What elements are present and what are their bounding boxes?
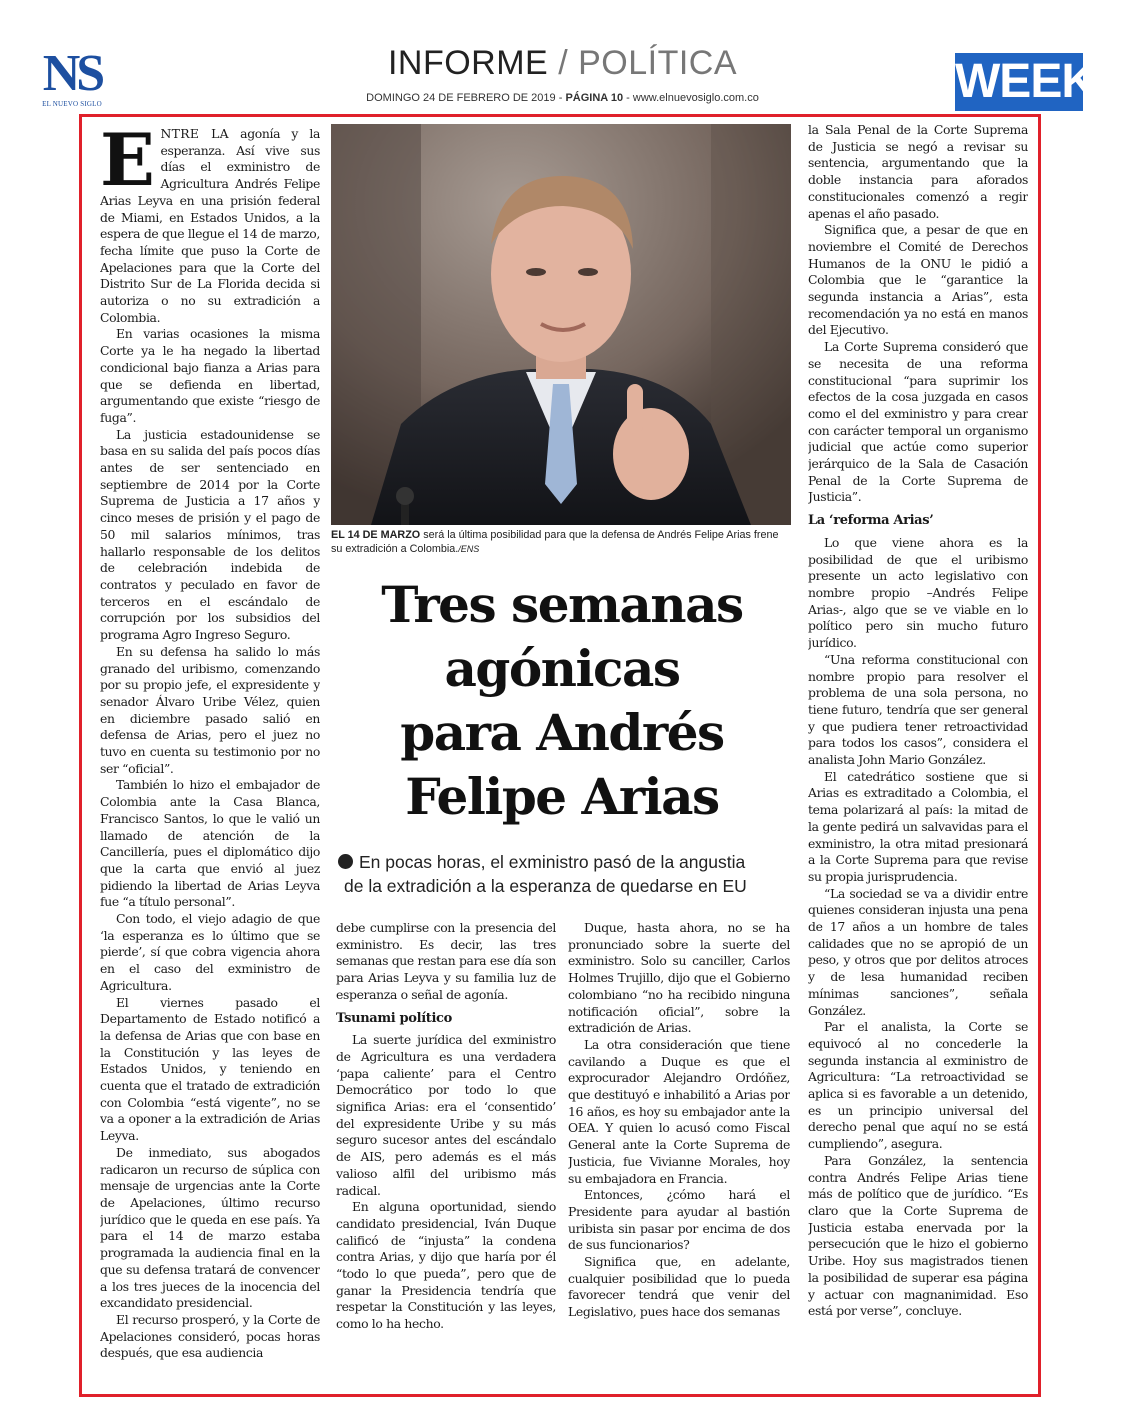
paragraph: En alguna oportunidad, siendo candidato presidencial, Iván Duque calificó de “injusta” la condena contra Arias, y dijo que haría por él “todo lo que pueda”, pero que de ganar la Presidencia tendría que respetar la Constitución y las leyes, como lo ha hecho. — [336, 1199, 556, 1332]
date-text: DOMINGO 24 DE FEBRERO DE 2019 - — [366, 92, 566, 104]
logo-subtitle: EL NUEVO SIGLO — [42, 100, 102, 108]
article-column-1 — [100, 126, 320, 1391]
speaker-photo-illustration — [331, 124, 791, 525]
photo-caption — [331, 529, 791, 556]
article-photo — [331, 124, 791, 525]
paragraph: “La sociedad se va a dividir entre quienes consideran injusta una pena de 17 años a un hombre de tales calidades que no se apropió de un peso, y otros que por delitos atroces y de lesa humanidad reciben mínimas sanciones”, señala González. — [808, 885, 1028, 1018]
paragraph: Para González, la sentencia contra Andrés Felipe Arias tiene más de político que de jurídico. “Es claro que la Corte Suprema de Justicia estaba enervada por la persecución que le hizo el gobierno Uribe. Hoy sus magistrados tienen la posibilidad de superar esa página y actuar con magnanimidad. Eso está por verse”, concluye. — [808, 1152, 1028, 1319]
paragraph: También lo hizo el embajador de Colombia ante la Casa Blanca, Francisco Santos, lo que le valió un llamado de atención de la Cancillería, pues el diplomático dijo que la carta que envió al juez pidiendo la libertad de Arias Leyva fue “a título personal”. — [100, 777, 320, 910]
section-name: INFORME — [387, 44, 549, 82]
paragraph: Par el analista, la Corte se equivocó al no concederle la segunda instancia al exministro de Agricultura: “La retroactividad se aplica si es favorable a un detenido, es un principio universal del derecho penal que aquí no se está cumpliendo”, asegura. — [808, 1019, 1028, 1152]
paragraph: La Corte Suprema consideró que se necesita de una reforma constitucional “para suprimir los efectos de la cosa juzgada en casos como el del exministro y para crear con carácter temporal un organismo judicial que actúe como superior jerárquico de la Sala de Casación Penal de la Corte Suprema de Justicia”. — [808, 339, 1028, 505]
paragraph: debe cumplirse con la presencia del exministro. Es decir, las tres semanas que restan para ese día son para Arias Leyva y su familia luz de esperanza o señal de agonía. — [336, 920, 556, 1002]
bullet-icon — [338, 854, 353, 869]
article-column-3 — [568, 920, 790, 1380]
page-number: PÁGINA 10 — [565, 92, 624, 104]
paragraph: Lo que viene ahora es la posibilidad de que el uribismo presente un acto legislativo con nombre propio –Andrés Felipe Arias-, algo que se ve viable en lo político pero sin mucho futuro jurídico. — [808, 534, 1028, 651]
paragraph: La justicia estadounidense se basa en su salida del país pocos días antes de ser sentenciado en septiembre de 2014 por la Corte Suprema de Justicia a 17 años y cinco meses de prisión y el pago de 50 mil salarios mínimos, tras hallarlo responsable de los delitos de celebración indebida de contratos y peculado en favor de terceros en el escándalo de corrupción por los subsidios del programa Agro Ingreso Seguro. — [100, 426, 320, 643]
subheading: Tsunami político — [336, 1010, 452, 1026]
lead-caps: NTRE LA — [160, 126, 229, 141]
headline-line: Tres semanas — [381, 575, 743, 634]
photo-credit: /ENS — [458, 543, 480, 554]
paragraph: Duque, hasta ahora, no se ha pronunciado sobre la suerte del exministro. Solo su canciller, Carlos Holmes Trujillo, dijo que el Gobierno colombiano “no ha recibido ninguna notificación oficial”, sobre la extradición de Arias. — [568, 920, 790, 1036]
deck-line-2: de la extradición a la esperanza de quedarse en EU — [344, 876, 747, 896]
headline-line: agónicas — [444, 639, 680, 698]
headline — [336, 573, 788, 829]
lead-text: agonía y la esperanza. Así vive sus días el exministro de Agricultura Andrés Felipe Arias Leyva en una prisión federal de Miami, en Estados Unidos, a la espera de que llegue el 14 de marzo, fecha límite que puso la Corte de Apelaciones para que la Corte del Distrito Sur de La Florida decida si autoriza o no su extradición a Colombia. — [100, 126, 320, 325]
caption-lead: EL 14 DE MARZO — [331, 529, 421, 541]
subheading: La ‘reforma Arias’ — [808, 513, 934, 529]
paragraph: Significa que, en adelante, cualquier posibilidad que lo pueda favorecer tendrá que venir del Legislativo, pues hace dos semanas — [568, 1254, 790, 1320]
headline-line: para Andrés — [400, 703, 724, 762]
logo-mark: NS — [42, 45, 102, 102]
headline-line: Felipe Arias — [405, 767, 719, 826]
paragraph: El catedrático sostiene que si Arias es extraditado a Colombia, el tema polarizará al país: la mitad de la gente pedirá un salvavidas para el exministro, la otra mitad presionará a la Corte Suprema para que revise su propia jurisprudencia. — [808, 768, 1028, 884]
paragraph: La suerte jurídica del exministro de Agricultura es una verdadera ‘papa caliente’ para el Centro Democrático por todo lo que significa Arias: era el ‘consentido’ del expresidente Uribe y su más seguro sucesor antes del escándalo de AIS, pero además es el más valioso alfil del uribismo más radical. — [336, 1032, 556, 1198]
paragraph: En su defensa ha salido lo más granado del uribismo, comenzando por su propio jefe, el expresidente y senador Álvaro Uribe Vélez, quien en diciembre pasado salió en defensa de Arias, pero el juez no tuvo en cuenta su testimonio por no ser “oficial”. — [100, 643, 320, 776]
site-url: - www.elnuevosiglo.com.co — [623, 92, 759, 104]
paragraph: El viernes pasado el Departamento de Estado notificó a la defensa de Arias que con base en la Constitución y las leyes de Estados Unidos, y teniendo en cuenta que el tratado de extradición con Colombia “está vigente”, no se va a oponer a la extradición de Arias Leyva. — [100, 994, 320, 1144]
paragraph: En varias ocasiones la misma Corte ya le ha negado la libertad condicional bajo fianza a Arias para que se defienda en libertad, argumentando que existe “riesgo de fuga”. — [100, 326, 320, 425]
paragraph: De inmediato, sus abogados radicaron un recurso de súplica con mensaje de urgencias ante la Corte de Apelaciones, último recurso jurídico que le queda en ese país. Ya para el 14 de marzo estaba programada la audiencia final en la que su defensa tratará de convencer a los tres jueces de la inocencia del excandidato presidencial. — [100, 1144, 320, 1311]
paragraph: la Sala Penal de la Corte Suprema de Justicia se negó a revisar su sentencia, argumentando que la doble instancia para aforados constitucionales comenzó a regir apenas el año pasado. — [808, 122, 1028, 221]
deck — [338, 850, 790, 898]
paragraph: La otra consideración que tiene cavilando a Duque es que el exprocurador Alejandro Ordóñez, que destituyó e inhabilitó a Arias por 16 años, es hoy su embajador ante la OEA. Y quien lo acusó como Fiscal General ante la Corte Suprema de Justicia, fue Vivianne Morales, hoy su embajadora en Francia. — [568, 1036, 790, 1186]
article-column-4 — [808, 122, 1028, 1387]
article-column-2 — [336, 920, 556, 1380]
paragraph: Significa que, a pesar de que en noviembre el Comité de Derechos Humanos de la ONU le pidió a Colombia que le “garantice la segunda instancia a Arias”, esta recomendación ya no está en manos del Ejecutivo. — [808, 222, 1028, 338]
paragraph: Con todo, el viejo adagio de que ‘la esperanza es lo último que se pierde’, sí que cobra vigencia ahora en el caso del exministro de Agricultura. — [100, 911, 320, 993]
week-badge: WEEK — [955, 53, 1083, 111]
deck-line-1: En pocas horas, el exministro pasó de la angustia — [359, 852, 746, 872]
dropcap: E — [100, 126, 155, 202]
paragraph: El recurso prosperó, y la Corte de Apelaciones consideró, pocas horas después, que esa audiencia — [100, 1311, 320, 1361]
paragraph: Entonces, ¿cómo hará el Presidente para ayudar al bastión uribista sin pasar por encima de dos de sus funcionarios? — [568, 1187, 790, 1253]
section-separator: / — [548, 44, 579, 82]
paragraph: “Una reforma constitucional con nombre propio para resolver el problema de una sola persona, no tiene futuro, tendría que ser general y que pudiera tener retroactividad para todos los casos”, considera el analista John Mario González. — [808, 651, 1028, 768]
subsection-name: POLÍTICA — [578, 44, 738, 82]
lead-paragraph — [100, 126, 320, 326]
caption-text: será la última posibilidad para que la defensa de Andrés Felipe Arias frene su extradición a Colombia. — [331, 529, 779, 555]
